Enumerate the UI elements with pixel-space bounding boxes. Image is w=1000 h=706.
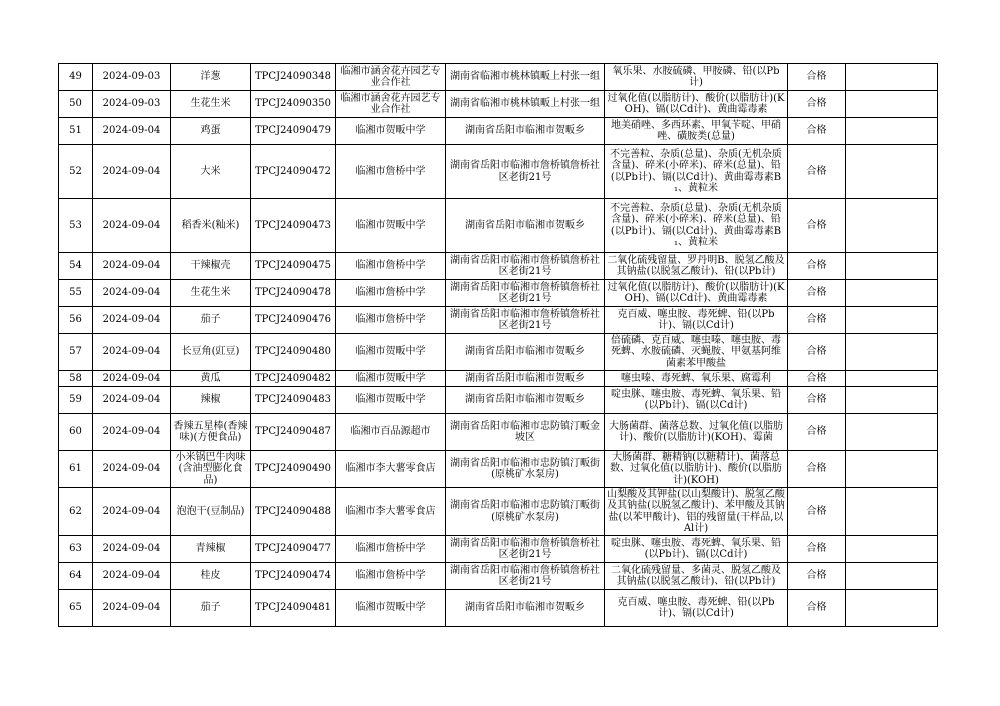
- sampled-unit: 临湘市百品源超市: [336, 414, 446, 451]
- sampled-unit: 临湘市詹桥中学: [336, 145, 446, 199]
- remark-cell: [846, 371, 938, 387]
- test-items: 不完善粒、杂质(总量)、杂质(无机杂质含量)、碎米(小碎米)、碎米(总量)、铅(以Pb计)、镉(以Cd计)、黄曲霉毒素B₁、黄粒米: [605, 145, 788, 199]
- sampled-address: 湖南省岳阳市临湘市忠防镇汀畈街(原桃矿水泵房): [446, 451, 605, 488]
- sample-name: 茄子: [171, 307, 251, 334]
- test-result: 合格: [788, 334, 846, 371]
- remark-cell: [846, 145, 938, 199]
- sample-code: TPCJ24090479: [251, 118, 336, 145]
- row-number: 63: [59, 536, 93, 563]
- sample-code: TPCJ24090490: [251, 451, 336, 488]
- sample-name: 茄子: [171, 590, 251, 627]
- row-number: 51: [59, 118, 93, 145]
- sample-date: 2024-09-04: [93, 536, 171, 563]
- sample-date: 2024-09-04: [93, 387, 171, 414]
- sampled-address: 湖南省岳阳市临湘市詹桥镇詹桥社区老街21号: [446, 536, 605, 563]
- test-items: 克百威、噻虫胺、毒死蜱、铅(以Pb计)、镉(以Cd计): [605, 590, 788, 627]
- sampled-address: 湖南省临湘市桃林镇畈上村张一组: [446, 91, 605, 118]
- test-items: 不完善粒、杂质(总量)、杂质(无机杂质含量)、碎米(小碎米)、碎米(总量)、铅(以Pb计)、镉(以Cd计)、黄曲霉毒素B₁、黄粒米: [605, 199, 788, 253]
- sample-code: TPCJ24090488: [251, 488, 336, 536]
- test-items: 啶虫脒、噻虫胺、毒死蜱、氧乐果、铅(以Pb计)、镉(以Cd计): [605, 536, 788, 563]
- table-row: [59, 64, 938, 91]
- sampled-address: 湖南省岳阳市临湘市贺畈乡: [446, 199, 605, 253]
- sample-date: 2024-09-04: [93, 334, 171, 371]
- sample-name: 青辣椒: [171, 536, 251, 563]
- sampled-unit: 临湘市詹桥中学: [336, 280, 446, 307]
- row-number: 53: [59, 199, 93, 253]
- sample-name: 香辣五星棒(香辣味)(方便食品): [171, 414, 251, 451]
- test-result: 合格: [788, 307, 846, 334]
- test-result: 合格: [788, 64, 846, 91]
- test-items: 二氧化硫残留量、多菌灵、脱氢乙酸及其钠盐(以脱氢乙酸计)、铅(以Pb计): [605, 563, 788, 590]
- row-number: 55: [59, 280, 93, 307]
- test-result: 合格: [788, 536, 846, 563]
- sampled-address: 湖南省岳阳市临湘市忠防镇汀畈金坡区: [446, 414, 605, 451]
- sample-name: 稻香米(籼米): [171, 199, 251, 253]
- sampled-unit: 临湘市贺畈中学: [336, 387, 446, 414]
- sampled-unit: 临湘市贺畈中学: [336, 371, 446, 387]
- row-number: 49: [59, 64, 93, 91]
- test-items: 啶虫脒、噻虫胺、毒死蜱、氧乐果、铅(以Pb计)、镉(以Cd计): [605, 387, 788, 414]
- sample-code: TPCJ24090481: [251, 590, 336, 627]
- sampled-address: 湖南省岳阳市临湘市贺畈乡: [446, 118, 605, 145]
- table-row: [59, 563, 938, 590]
- test-result: 合格: [788, 414, 846, 451]
- sample-code: TPCJ24090473: [251, 199, 336, 253]
- sample-name: 鸡蛋: [171, 118, 251, 145]
- row-number: 59: [59, 387, 93, 414]
- sample-name: 黄瓜: [171, 371, 251, 387]
- remark-cell: [846, 536, 938, 563]
- test-items: 克百威、噻虫胺、毒死蜱、铅(以Pb计)、镉(以Cd计): [605, 307, 788, 334]
- sampled-unit: 临湘市涵舍花卉园艺专业合作社: [336, 64, 446, 91]
- remark-cell: [846, 451, 938, 488]
- table-row: [59, 414, 938, 451]
- test-items: 过氧化值(以脂肪计)、酸价(以脂肪计)(KOH)、镉(以Cd计)、黄曲霉毒素: [605, 91, 788, 118]
- sample-date: 2024-09-04: [93, 371, 171, 387]
- remark-cell: [846, 334, 938, 371]
- sampled-unit: 临湘市贺畈中学: [336, 199, 446, 253]
- table-row: [59, 590, 938, 627]
- row-number: 60: [59, 414, 93, 451]
- row-number: 50: [59, 91, 93, 118]
- sampled-unit: 临湘市詹桥中学: [336, 563, 446, 590]
- table-row: [59, 307, 938, 334]
- test-items: 大肠菌群、菌落总数、过氧化值(以脂肪计)、酸价(以脂肪计)(KOH)、霉菌: [605, 414, 788, 451]
- table-row: [59, 371, 938, 387]
- row-number: 64: [59, 563, 93, 590]
- sample-name: 生花生米: [171, 91, 251, 118]
- sample-date: 2024-09-04: [93, 307, 171, 334]
- sample-name: 小米锅巴牛肉味(含油型膨化食品): [171, 451, 251, 488]
- sampled-unit: 临湘市涵舍花卉园艺专业合作社: [336, 91, 446, 118]
- remark-cell: [846, 118, 938, 145]
- sample-code: TPCJ24090477: [251, 536, 336, 563]
- sample-date: 2024-09-04: [93, 280, 171, 307]
- test-result: 合格: [788, 118, 846, 145]
- sampled-unit: 临湘市贺畈中学: [336, 118, 446, 145]
- sample-code: TPCJ24090350: [251, 91, 336, 118]
- row-number: 56: [59, 307, 93, 334]
- sampled-address: 湖南省岳阳市临湘市忠防镇汀畈街(原桃矿水泵房): [446, 488, 605, 536]
- sample-date: 2024-09-04: [93, 488, 171, 536]
- test-items: 山梨酸及其钾盐(以山梨酸计)、脱氢乙酸及其钠盐(以脱氢乙酸计)、苯甲酸及其钠盐(以苯甲酸计)、铝的残留量(干样品,以Al计): [605, 488, 788, 536]
- table-row: [59, 145, 938, 199]
- row-number: 61: [59, 451, 93, 488]
- sample-code: TPCJ24090478: [251, 280, 336, 307]
- sampled-address: 湖南省岳阳市临湘市詹桥镇詹桥社区老街21号: [446, 280, 605, 307]
- row-number: 52: [59, 145, 93, 199]
- sample-code: TPCJ24090474: [251, 563, 336, 590]
- sampled-unit: 临湘市詹桥中学: [336, 536, 446, 563]
- test-result: 合格: [788, 590, 846, 627]
- sample-code: TPCJ24090482: [251, 371, 336, 387]
- remark-cell: [846, 280, 938, 307]
- test-items: 倍硫磷、克百威、噻虫嗪、噻虫胺、毒死蜱、水胺硫磷、灭蝇胺、甲氨基阿维菌素苯甲酸盐: [605, 334, 788, 371]
- sample-name: 辣椒: [171, 387, 251, 414]
- sample-date: 2024-09-04: [93, 590, 171, 627]
- sample-code: TPCJ24090487: [251, 414, 336, 451]
- sample-date: 2024-09-04: [93, 199, 171, 253]
- table-row: [59, 280, 938, 307]
- sample-name: 洋葱: [171, 64, 251, 91]
- test-items: 过氧化值(以脂肪计)、酸价(以脂肪计)(KOH)、镉(以Cd计)、黄曲霉毒素: [605, 280, 788, 307]
- sample-date: 2024-09-04: [93, 563, 171, 590]
- table-row: [59, 451, 938, 488]
- test-result: 合格: [788, 451, 846, 488]
- sample-date: 2024-09-04: [93, 253, 171, 280]
- sampled-address: 湖南省临湘市桃林镇畈上村张一组: [446, 64, 605, 91]
- table-row: [59, 118, 938, 145]
- sampled-unit: 临湘市贺畈中学: [336, 590, 446, 627]
- table-row: [59, 387, 938, 414]
- sample-name: 干辣椒壳: [171, 253, 251, 280]
- test-result: 合格: [788, 371, 846, 387]
- sample-code: TPCJ24090483: [251, 387, 336, 414]
- sample-code: TPCJ24090348: [251, 64, 336, 91]
- sampled-address: 湖南省岳阳市临湘市贺畈乡: [446, 387, 605, 414]
- test-result: 合格: [788, 280, 846, 307]
- sampled-unit: 临湘市李大薯零食店: [336, 451, 446, 488]
- sampled-address: 湖南省岳阳市临湘市詹桥镇詹桥社区老街21号: [446, 253, 605, 280]
- results-table: [58, 63, 938, 627]
- table-row: [59, 488, 938, 536]
- table-row: [59, 334, 938, 371]
- sample-name: 泡泡干(豆制品): [171, 488, 251, 536]
- sample-code: TPCJ24090476: [251, 307, 336, 334]
- table-row: [59, 199, 938, 253]
- test-items: 地美硝唑、多西环素、甲氧苄啶、甲硝唑、磺胺类(总量): [605, 118, 788, 145]
- sample-date: 2024-09-04: [93, 145, 171, 199]
- sample-date: 2024-09-04: [93, 451, 171, 488]
- sample-name: 长豆角(豇豆): [171, 334, 251, 371]
- sampled-unit: 临湘市贺畈中学: [336, 334, 446, 371]
- sample-date: 2024-09-04: [93, 118, 171, 145]
- test-result: 合格: [788, 488, 846, 536]
- remark-cell: [846, 64, 938, 91]
- test-items: 大肠菌群、糖精钠(以糖精计)、菌落总数、过氧化值(以脂肪计)、酸价(以脂肪计)(KOH): [605, 451, 788, 488]
- remark-cell: [846, 387, 938, 414]
- sampled-unit: 临湘市詹桥中学: [336, 307, 446, 334]
- sampled-address: 湖南省岳阳市临湘市贺畈乡: [446, 334, 605, 371]
- remark-cell: [846, 563, 938, 590]
- sampled-address: 湖南省岳阳市临湘市詹桥镇詹桥社区老街21号: [446, 307, 605, 334]
- test-items: 二氧化硫残留量、罗丹明B、脱氢乙酸及其钠盐(以脱氢乙酸计)、铅(以Pb计): [605, 253, 788, 280]
- test-result: 合格: [788, 387, 846, 414]
- sample-code: TPCJ24090480: [251, 334, 336, 371]
- remark-cell: [846, 199, 938, 253]
- row-number: 62: [59, 488, 93, 536]
- remark-cell: [846, 307, 938, 334]
- test-result: 合格: [788, 145, 846, 199]
- test-items: 氧乐果、水胺硫磷、甲胺磷、铅(以Pb计): [605, 64, 788, 91]
- sample-name: 桂皮: [171, 563, 251, 590]
- test-items: 噻虫嗪、毒死蜱、氧乐果、腐霉利: [605, 371, 788, 387]
- sample-name: 生花生米: [171, 280, 251, 307]
- sampled-address: 湖南省岳阳市临湘市詹桥镇詹桥社区老街21号: [446, 563, 605, 590]
- test-result: 合格: [788, 563, 846, 590]
- remark-cell: [846, 414, 938, 451]
- sample-date: 2024-09-03: [93, 64, 171, 91]
- sampled-unit: 临湘市李大薯零食店: [336, 488, 446, 536]
- sampled-address: 湖南省岳阳市临湘市贺畈乡: [446, 590, 605, 627]
- row-number: 57: [59, 334, 93, 371]
- remark-cell: [846, 253, 938, 280]
- row-number: 58: [59, 371, 93, 387]
- sampled-address: 湖南省岳阳市临湘市詹桥镇詹桥社区老街21号: [446, 145, 605, 199]
- sample-code: TPCJ24090475: [251, 253, 336, 280]
- sample-code: TPCJ24090472: [251, 145, 336, 199]
- remark-cell: [846, 488, 938, 536]
- test-result: 合格: [788, 253, 846, 280]
- remark-cell: [846, 590, 938, 627]
- row-number: 65: [59, 590, 93, 627]
- sample-name: 大米: [171, 145, 251, 199]
- test-result: 合格: [788, 199, 846, 253]
- row-number: 54: [59, 253, 93, 280]
- table-row: [59, 91, 938, 118]
- sample-date: 2024-09-04: [93, 414, 171, 451]
- table-row: [59, 253, 938, 280]
- sampled-address: 湖南省岳阳市临湘市贺畈乡: [446, 371, 605, 387]
- table-row: [59, 536, 938, 563]
- sampled-unit: 临湘市詹桥中学: [336, 253, 446, 280]
- test-result: 合格: [788, 91, 846, 118]
- remark-cell: [846, 91, 938, 118]
- sample-date: 2024-09-03: [93, 91, 171, 118]
